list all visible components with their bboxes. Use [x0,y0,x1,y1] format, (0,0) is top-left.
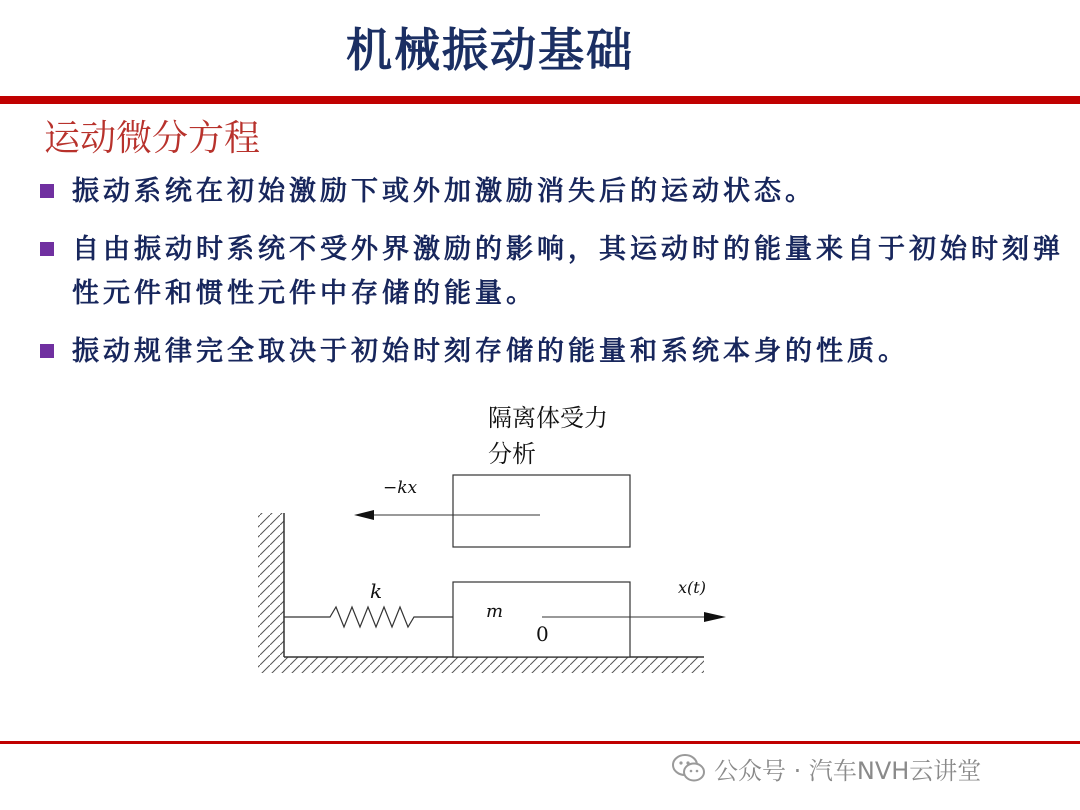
watermark-text: 公众号 · 汽车NVH云讲堂 [714,756,982,785]
wall [258,513,284,673]
top-divider [0,96,1080,104]
force-label: −kx [383,478,418,498]
bullet-text: 自由振动时系统不受外界激励的影响，其运动时的能量来自于初始时刻弹性元件和惯性元件中存储的能量。 [72,234,1064,309]
slide-title: 机械振动基础 [346,23,634,77]
diagram-caption: 隔离体受力分析 [488,404,608,468]
bullet-item [38,228,1068,316]
bullet-square-icon [40,184,54,198]
bullet-text: 振动系统在初始激励下或外加激励消失后的运动状态。 [72,176,816,207]
spring-mass-diagram [250,395,730,685]
bullet-square-icon [40,344,54,358]
wechat-logo-icon [672,753,706,783]
displacement-label: x(t) [678,578,706,597]
watermark [672,748,981,788]
force-arrow [354,510,540,520]
section-title: 运动微分方程 [44,118,261,159]
bullet-text: 振动规律完全取决于初始时刻存储的能量和系统本身的性质。 [72,336,909,367]
ground [284,657,704,673]
bullet-square-icon [40,242,54,256]
origin-label: 0 [536,622,549,646]
bullet-list [38,170,1068,388]
bullet-item [38,170,1068,214]
bullet-item [38,330,1068,374]
bottom-divider [0,741,1080,744]
spring-label: k [370,579,383,603]
mass-label: m [486,601,504,622]
free-body-box [453,475,630,547]
spring [284,607,453,627]
